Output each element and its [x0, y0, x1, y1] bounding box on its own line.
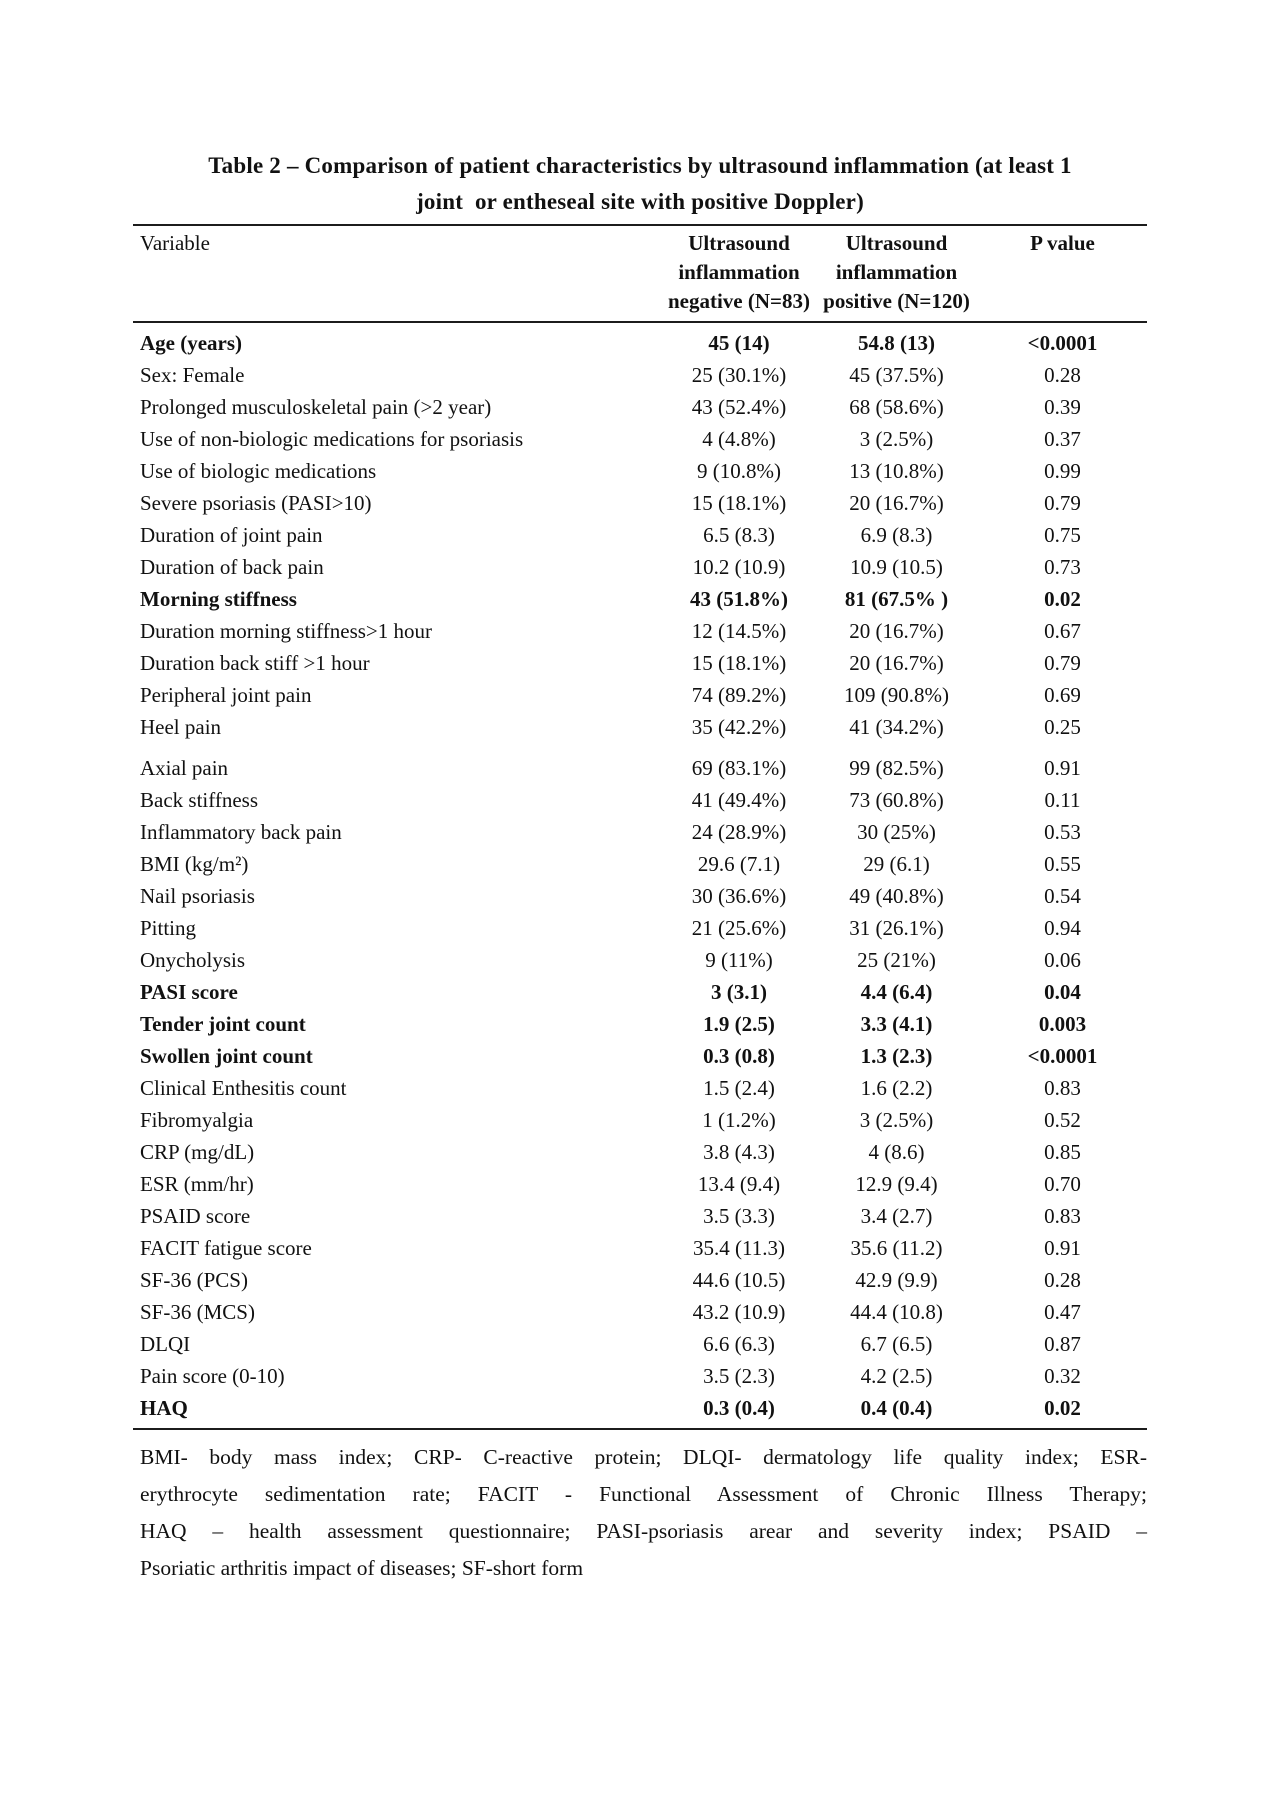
value-positive: 99 (82.5%)	[849, 756, 944, 780]
table-row	[133, 679, 1147, 711]
value-positive: 3.4 (2.7)	[860, 1204, 933, 1228]
p-value: 0.25	[1044, 715, 1081, 739]
value-positive: 13 (10.8%)	[849, 459, 944, 483]
value-positive: 54.8 (13)	[858, 331, 935, 355]
table-header	[133, 225, 1147, 322]
p-value: 0.53	[1044, 820, 1081, 844]
value-positive: 10.9 (10.5)	[850, 555, 943, 579]
p-value: <0.0001	[1027, 331, 1098, 355]
value-positive: 12.9 (9.4)	[855, 1172, 938, 1196]
row-label: Fibromyalgia	[140, 1108, 254, 1132]
row-label: Use of biologic medications	[140, 459, 377, 483]
value-negative: 35.4 (11.3)	[693, 1236, 785, 1260]
value-positive: 73 (60.8%)	[849, 788, 944, 812]
header-ultrasound-positive: Ultrasound inflammation positive (N=120)	[815, 225, 978, 322]
row-label: Duration back stiff >1 hour	[140, 651, 370, 675]
value-positive: 109 (90.8%)	[844, 683, 949, 707]
table-title-line-1: Table 2 – Comparison of patient characteristics by ultrasound inflammation (at least 1	[208, 153, 1072, 178]
p-value: 0.02	[1044, 587, 1081, 611]
row-label: Morning stiffness	[140, 587, 297, 611]
footnote-line: erythrocyte sedimentation rate; FACIT - Functional Assessment of Chronic Illness Therapy;	[140, 1482, 1147, 1506]
row-label: ESR (mm/hr)	[140, 1172, 254, 1196]
table-title-line-2: joint or entheseal site with positive Doppler)	[416, 189, 864, 214]
table-row	[133, 519, 1147, 551]
p-value: 0.32	[1044, 1364, 1081, 1388]
table-row	[133, 615, 1147, 647]
row-label: Sex: Female	[140, 363, 245, 387]
row-label: Pitting	[140, 916, 197, 940]
value-positive: 81 (67.5% )	[844, 587, 949, 611]
value-negative: 6.6 (6.3)	[703, 1332, 775, 1356]
value-positive: 49 (40.8%)	[849, 884, 944, 908]
table-row	[133, 391, 1147, 423]
row-label: FACIT fatigue score	[140, 1236, 312, 1260]
value-positive: 1.6 (2.2)	[860, 1076, 933, 1100]
value-negative: 0.3 (0.8)	[703, 1044, 775, 1068]
table-row	[133, 1168, 1147, 1200]
value-negative: 9 (10.8%)	[697, 459, 781, 483]
p-value: 0.83	[1044, 1076, 1081, 1100]
table-row	[133, 647, 1147, 679]
value-positive: 68 (58.6%)	[849, 395, 944, 419]
p-value: 0.91	[1044, 1236, 1081, 1260]
table-row	[133, 359, 1147, 391]
value-negative: 25 (30.1%)	[691, 363, 787, 387]
value-negative: 10.2 (10.9)	[692, 555, 786, 579]
value-negative: 69 (83.1%)	[691, 756, 787, 780]
table-row	[133, 944, 1147, 976]
table-row	[133, 1392, 1147, 1429]
p-value: 0.003	[1038, 1012, 1087, 1036]
value-positive: 35.6 (11.2)	[850, 1236, 943, 1260]
value-negative: 1.9 (2.5)	[703, 1012, 775, 1036]
p-value: 0.28	[1044, 363, 1081, 387]
value-positive: 29 (6.1)	[863, 852, 930, 876]
value-negative: 0.3 (0.4)	[663, 1392, 815, 1429]
row-label: SF-36 (PCS)	[140, 1268, 248, 1292]
p-value: 0.55	[1044, 852, 1081, 876]
table-row	[133, 848, 1147, 880]
value-negative: 15 (18.1%)	[691, 651, 787, 675]
value-positive: 6.9 (8.3)	[860, 523, 933, 547]
p-value: 0.69	[1044, 683, 1081, 707]
row-label: Use of non-biologic medications for psoriasis	[140, 427, 524, 451]
footnote-line: Psoriatic arthritis impact of diseases; SF-short form	[140, 1556, 584, 1580]
table-row	[133, 1200, 1147, 1232]
p-value: 0.47	[1044, 1300, 1081, 1324]
row-label: SF-36 (MCS)	[140, 1300, 255, 1324]
table-row	[133, 1360, 1147, 1392]
p-value: 0.79	[1044, 651, 1081, 675]
p-value: 0.87	[1044, 1332, 1081, 1356]
header-variable: Variable	[133, 225, 663, 322]
p-value: 0.39	[1044, 395, 1081, 419]
row-label: Severe psoriasis (PASI>10)	[140, 491, 372, 515]
row-label: Onycholysis	[140, 948, 245, 972]
p-value: 0.06	[1044, 948, 1081, 972]
row-label: Duration morning stiffness>1 hour	[140, 619, 433, 643]
value-positive: 4 (8.6)	[868, 1140, 925, 1164]
p-value: 0.85	[1044, 1140, 1081, 1164]
p-value: 0.04	[1044, 980, 1081, 1004]
table-row	[133, 743, 1147, 784]
p-value: 0.73	[1044, 555, 1081, 579]
table-title	[133, 148, 1147, 220]
row-label: CRP (mg/dL)	[140, 1140, 255, 1164]
header-ultrasound-negative: Ultrasound inflammation negative (N=83)	[663, 225, 815, 322]
value-negative: 3.5 (2.3)	[703, 1364, 775, 1388]
p-value: 0.75	[1044, 523, 1081, 547]
footnote-line: BMI- body mass index; CRP- C-reactive protein; DLQI- dermatology life quality index; ESR-	[140, 1445, 1147, 1469]
value-positive: 3 (2.5%)	[859, 427, 934, 451]
value-negative: 3.5 (3.3)	[703, 1204, 775, 1228]
value-negative: 43.2 (10.9)	[692, 1300, 786, 1324]
patient-characteristics-table	[133, 224, 1147, 1430]
header-row	[133, 225, 1147, 322]
value-negative: 9 (11%)	[705, 948, 773, 972]
p-value: 0.99	[1044, 459, 1081, 483]
value-positive: 44.4 (10.8)	[850, 1300, 943, 1324]
table-row	[133, 1296, 1147, 1328]
row-label: Peripheral joint pain	[140, 683, 312, 707]
row-label: Back stiffness	[140, 788, 259, 812]
table-row	[133, 322, 1147, 359]
value-negative: 4 (4.8%)	[702, 427, 776, 451]
value-negative: 29.6 (7.1)	[697, 852, 781, 876]
table-row	[133, 912, 1147, 944]
value-negative: 41 (49.4%)	[691, 788, 787, 812]
table-row	[133, 880, 1147, 912]
table-row	[133, 1072, 1147, 1104]
value-negative: 43 (52.4%)	[691, 395, 787, 419]
value-negative: 44.6 (10.5)	[692, 1268, 786, 1292]
value-positive: 3.3 (4.1)	[860, 1012, 933, 1036]
p-value: 0.11	[1044, 788, 1081, 812]
value-negative: 21 (25.6%)	[691, 916, 787, 940]
value-positive: 4.2 (2.5)	[860, 1364, 933, 1388]
value-negative: 35 (42.2%)	[691, 715, 787, 739]
value-negative: 6.5 (8.3)	[703, 523, 775, 547]
row-label: Pain score (0-10)	[140, 1364, 285, 1388]
table-row	[133, 784, 1147, 816]
row-label: Prolonged musculoskeletal pain (>2 year)	[140, 395, 492, 419]
row-label: Nail psoriasis	[140, 884, 255, 908]
p-value: 0.70	[1044, 1172, 1081, 1196]
table-row	[133, 711, 1147, 743]
value-negative: 74 (89.2%)	[691, 683, 787, 707]
value-negative: 45 (14)	[708, 331, 770, 355]
value-positive: 4.4 (6.4)	[860, 980, 933, 1004]
table-row	[133, 976, 1147, 1008]
table-row	[133, 1040, 1147, 1072]
table-row	[133, 455, 1147, 487]
value-positive: 3 (2.5%)	[859, 1108, 934, 1132]
p-value: 0.52	[1044, 1108, 1081, 1132]
value-positive: 0.4 (0.4)	[815, 1392, 978, 1429]
value-negative: 12 (14.5%)	[691, 619, 787, 643]
table-row	[133, 1264, 1147, 1296]
value-positive: 20 (16.7%)	[849, 491, 944, 515]
table-row	[133, 1136, 1147, 1168]
row-label: Axial pain	[140, 756, 229, 780]
value-positive: 20 (16.7%)	[849, 619, 944, 643]
footnote	[133, 1439, 1147, 1587]
p-value: 0.67	[1044, 619, 1081, 643]
value-negative: 15 (18.1%)	[691, 491, 787, 515]
value-positive: 42.9 (9.9)	[855, 1268, 938, 1292]
paper-table-document	[133, 148, 1147, 1587]
row-label: Heel pain	[140, 715, 222, 739]
row-label: Duration of joint pain	[140, 523, 323, 547]
value-positive: 25 (21%)	[857, 948, 936, 972]
table-row	[133, 1232, 1147, 1264]
table-row	[133, 1328, 1147, 1360]
p-value: 0.02	[978, 1392, 1147, 1429]
row-label: Inflammatory back pain	[140, 820, 342, 844]
row-label: HAQ	[133, 1392, 663, 1429]
table-row	[133, 816, 1147, 848]
value-negative: 1.5 (2.4)	[703, 1076, 775, 1100]
table-body	[133, 322, 1147, 1429]
value-positive: 41 (34.2%)	[849, 715, 944, 739]
p-value: 0.91	[1044, 756, 1081, 780]
row-label: Swollen joint count	[140, 1044, 313, 1068]
table-row	[133, 583, 1147, 615]
value-positive: 20 (16.7%)	[849, 651, 944, 675]
row-label: Age (years)	[140, 331, 243, 355]
value-negative: 30 (36.6%)	[691, 884, 787, 908]
row-label: DLQI	[140, 1332, 191, 1356]
value-negative: 3 (3.1)	[711, 980, 767, 1004]
value-positive: 6.7 (6.5)	[860, 1332, 933, 1356]
p-value: 0.79	[1044, 491, 1081, 515]
row-label: BMI (kg/m²)	[140, 852, 249, 876]
p-value: 0.83	[1044, 1204, 1081, 1228]
row-label: PSAID score	[140, 1204, 251, 1228]
p-value: <0.0001	[1027, 1044, 1098, 1068]
table-row	[133, 423, 1147, 455]
value-negative: 13.4 (9.4)	[697, 1172, 781, 1196]
footnote-line: HAQ – health assessment questionnaire; PASI-psoriasis arear and severity index; PSAID –	[140, 1519, 1147, 1543]
value-negative: 1 (1.2%)	[702, 1108, 776, 1132]
p-value: 0.94	[1044, 916, 1081, 940]
p-value: 0.28	[1044, 1268, 1081, 1292]
table-row	[133, 1104, 1147, 1136]
row-label: Tender joint count	[140, 1012, 306, 1036]
value-negative: 43 (51.8%)	[690, 587, 788, 611]
value-positive: 1.3 (2.3)	[860, 1044, 933, 1068]
value-negative: 3.8 (4.3)	[703, 1140, 775, 1164]
row-label: Clinical Enthesitis count	[140, 1076, 347, 1100]
value-positive: 31 (26.1%)	[849, 916, 944, 940]
p-value: 0.37	[1044, 427, 1081, 451]
table-row	[133, 487, 1147, 519]
value-positive: 45 (37.5%)	[849, 363, 944, 387]
row-label: Duration of back pain	[140, 555, 324, 579]
row-label: PASI score	[140, 980, 238, 1004]
header-p-value: P value	[978, 225, 1147, 322]
value-negative: 24 (28.9%)	[691, 820, 787, 844]
value-positive: 30 (25%)	[857, 820, 936, 844]
p-value: 0.54	[1044, 884, 1081, 908]
table-row	[133, 551, 1147, 583]
table-row	[133, 1008, 1147, 1040]
